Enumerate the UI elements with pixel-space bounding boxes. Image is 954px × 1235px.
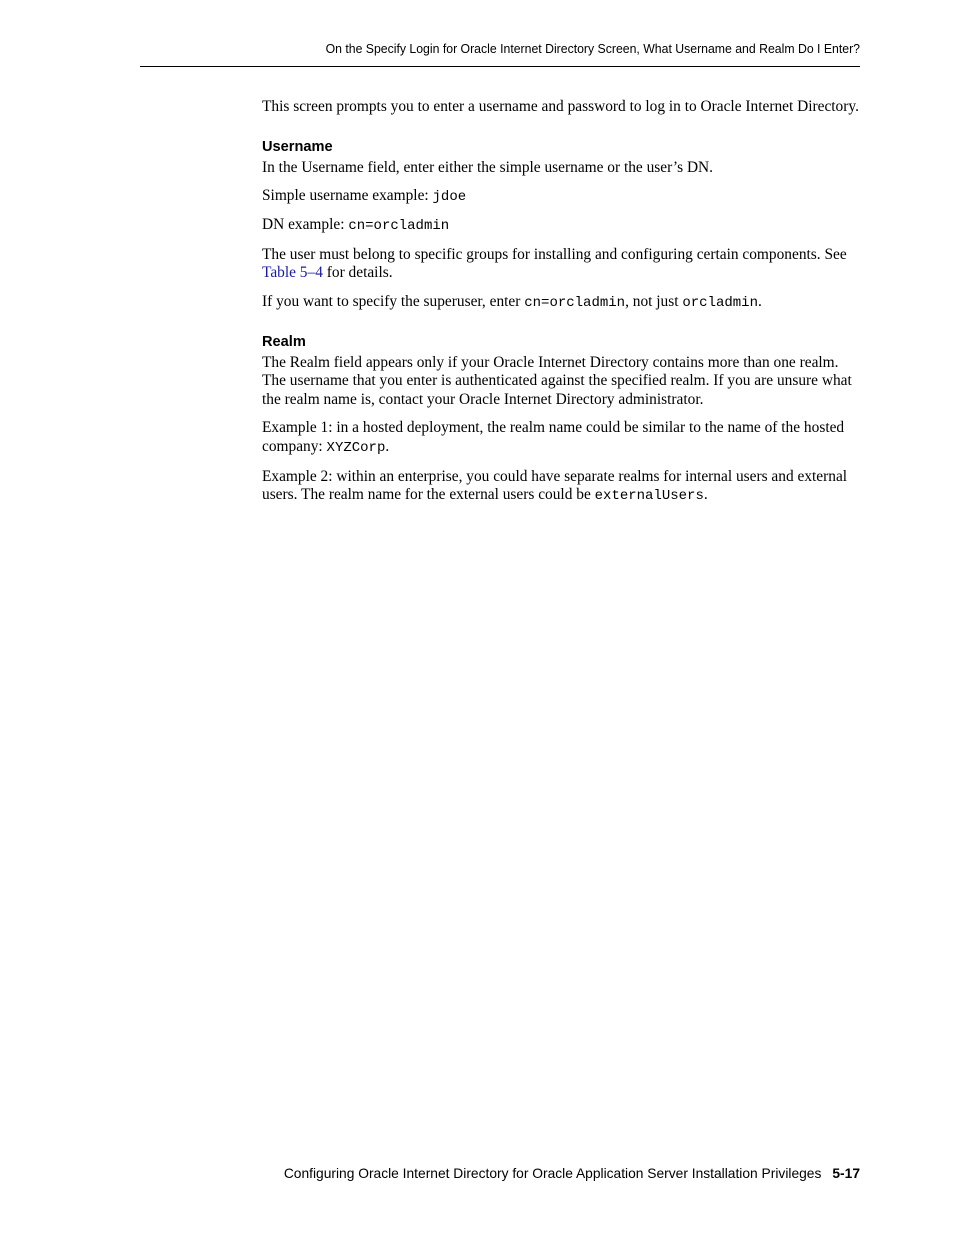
superuser-code-name: orcladmin [682, 294, 758, 311]
realm-example-2-text: Example 2: within an enterprise, you could have separate realms for internal users and external users. The realm name for the external users could be [262, 467, 848, 504]
realm-example-1-code: XYZCorp [326, 440, 386, 457]
dn-example [262, 216, 862, 236]
dn-example-code: cn=orcladmin [348, 218, 450, 235]
realm-example-1-text: Example 1: in a hosted deployment, the realm name could be similar to the name of the hosted company: [262, 419, 845, 456]
realm-description: The Realm field appears only if your Oracle Internet Directory contains more than one realm. The username that you enter is authenticated against the specified realm. If you are unsure what the realm name is, contact your Oracle Internet Directory administrator. [262, 353, 852, 409]
realm-example-2 [262, 468, 862, 507]
superuser-end: . [757, 292, 762, 310]
simple-example-code: jdoe [432, 189, 467, 206]
groups-suffix: for details. [322, 264, 393, 282]
groups-text: The user must belong to specific groups for installing and configuring certain components. See [262, 245, 847, 263]
intro-paragraph: This screen prompts you to enter a username and password to log in to Oracle Internet Directory. [262, 98, 859, 115]
page-content [262, 98, 862, 516]
table-5-4-link[interactable]: Table 5–4 [262, 264, 323, 282]
simple-username-example [262, 187, 862, 207]
realm-example-1-end: . [385, 438, 390, 456]
superuser-paragraph [262, 293, 862, 313]
running-header-title: On the Specify Login for Oracle Internet Directory Screen, What Username and Realm Do I Enter? [325, 41, 860, 56]
page-number: 5-17 [832, 1166, 860, 1181]
username-description: In the Username field, enter either the simple username or the user’s DN. [262, 158, 714, 176]
realm-example-2-code: externalUsers [594, 488, 704, 505]
superuser-text: If you want to specify the superuser, enter [262, 292, 525, 310]
realm-example-2-end: . [703, 486, 708, 504]
simple-example-label: Simple username example: [262, 187, 433, 205]
footer-chapter-title: Configuring Oracle Internet Directory for Oracle Application Server Installation Privileges [283, 1166, 822, 1181]
groups-paragraph [262, 246, 862, 284]
running-footer [140, 1166, 860, 1181]
username-heading: Username [262, 138, 333, 155]
dn-example-label: DN example: [262, 216, 349, 234]
header-rule [140, 66, 860, 67]
realm-heading: Realm [262, 333, 306, 350]
superuser-code-dn: cn=orcladmin [524, 294, 626, 311]
realm-example-1 [262, 419, 862, 458]
superuser-mid: , not just [625, 292, 683, 310]
